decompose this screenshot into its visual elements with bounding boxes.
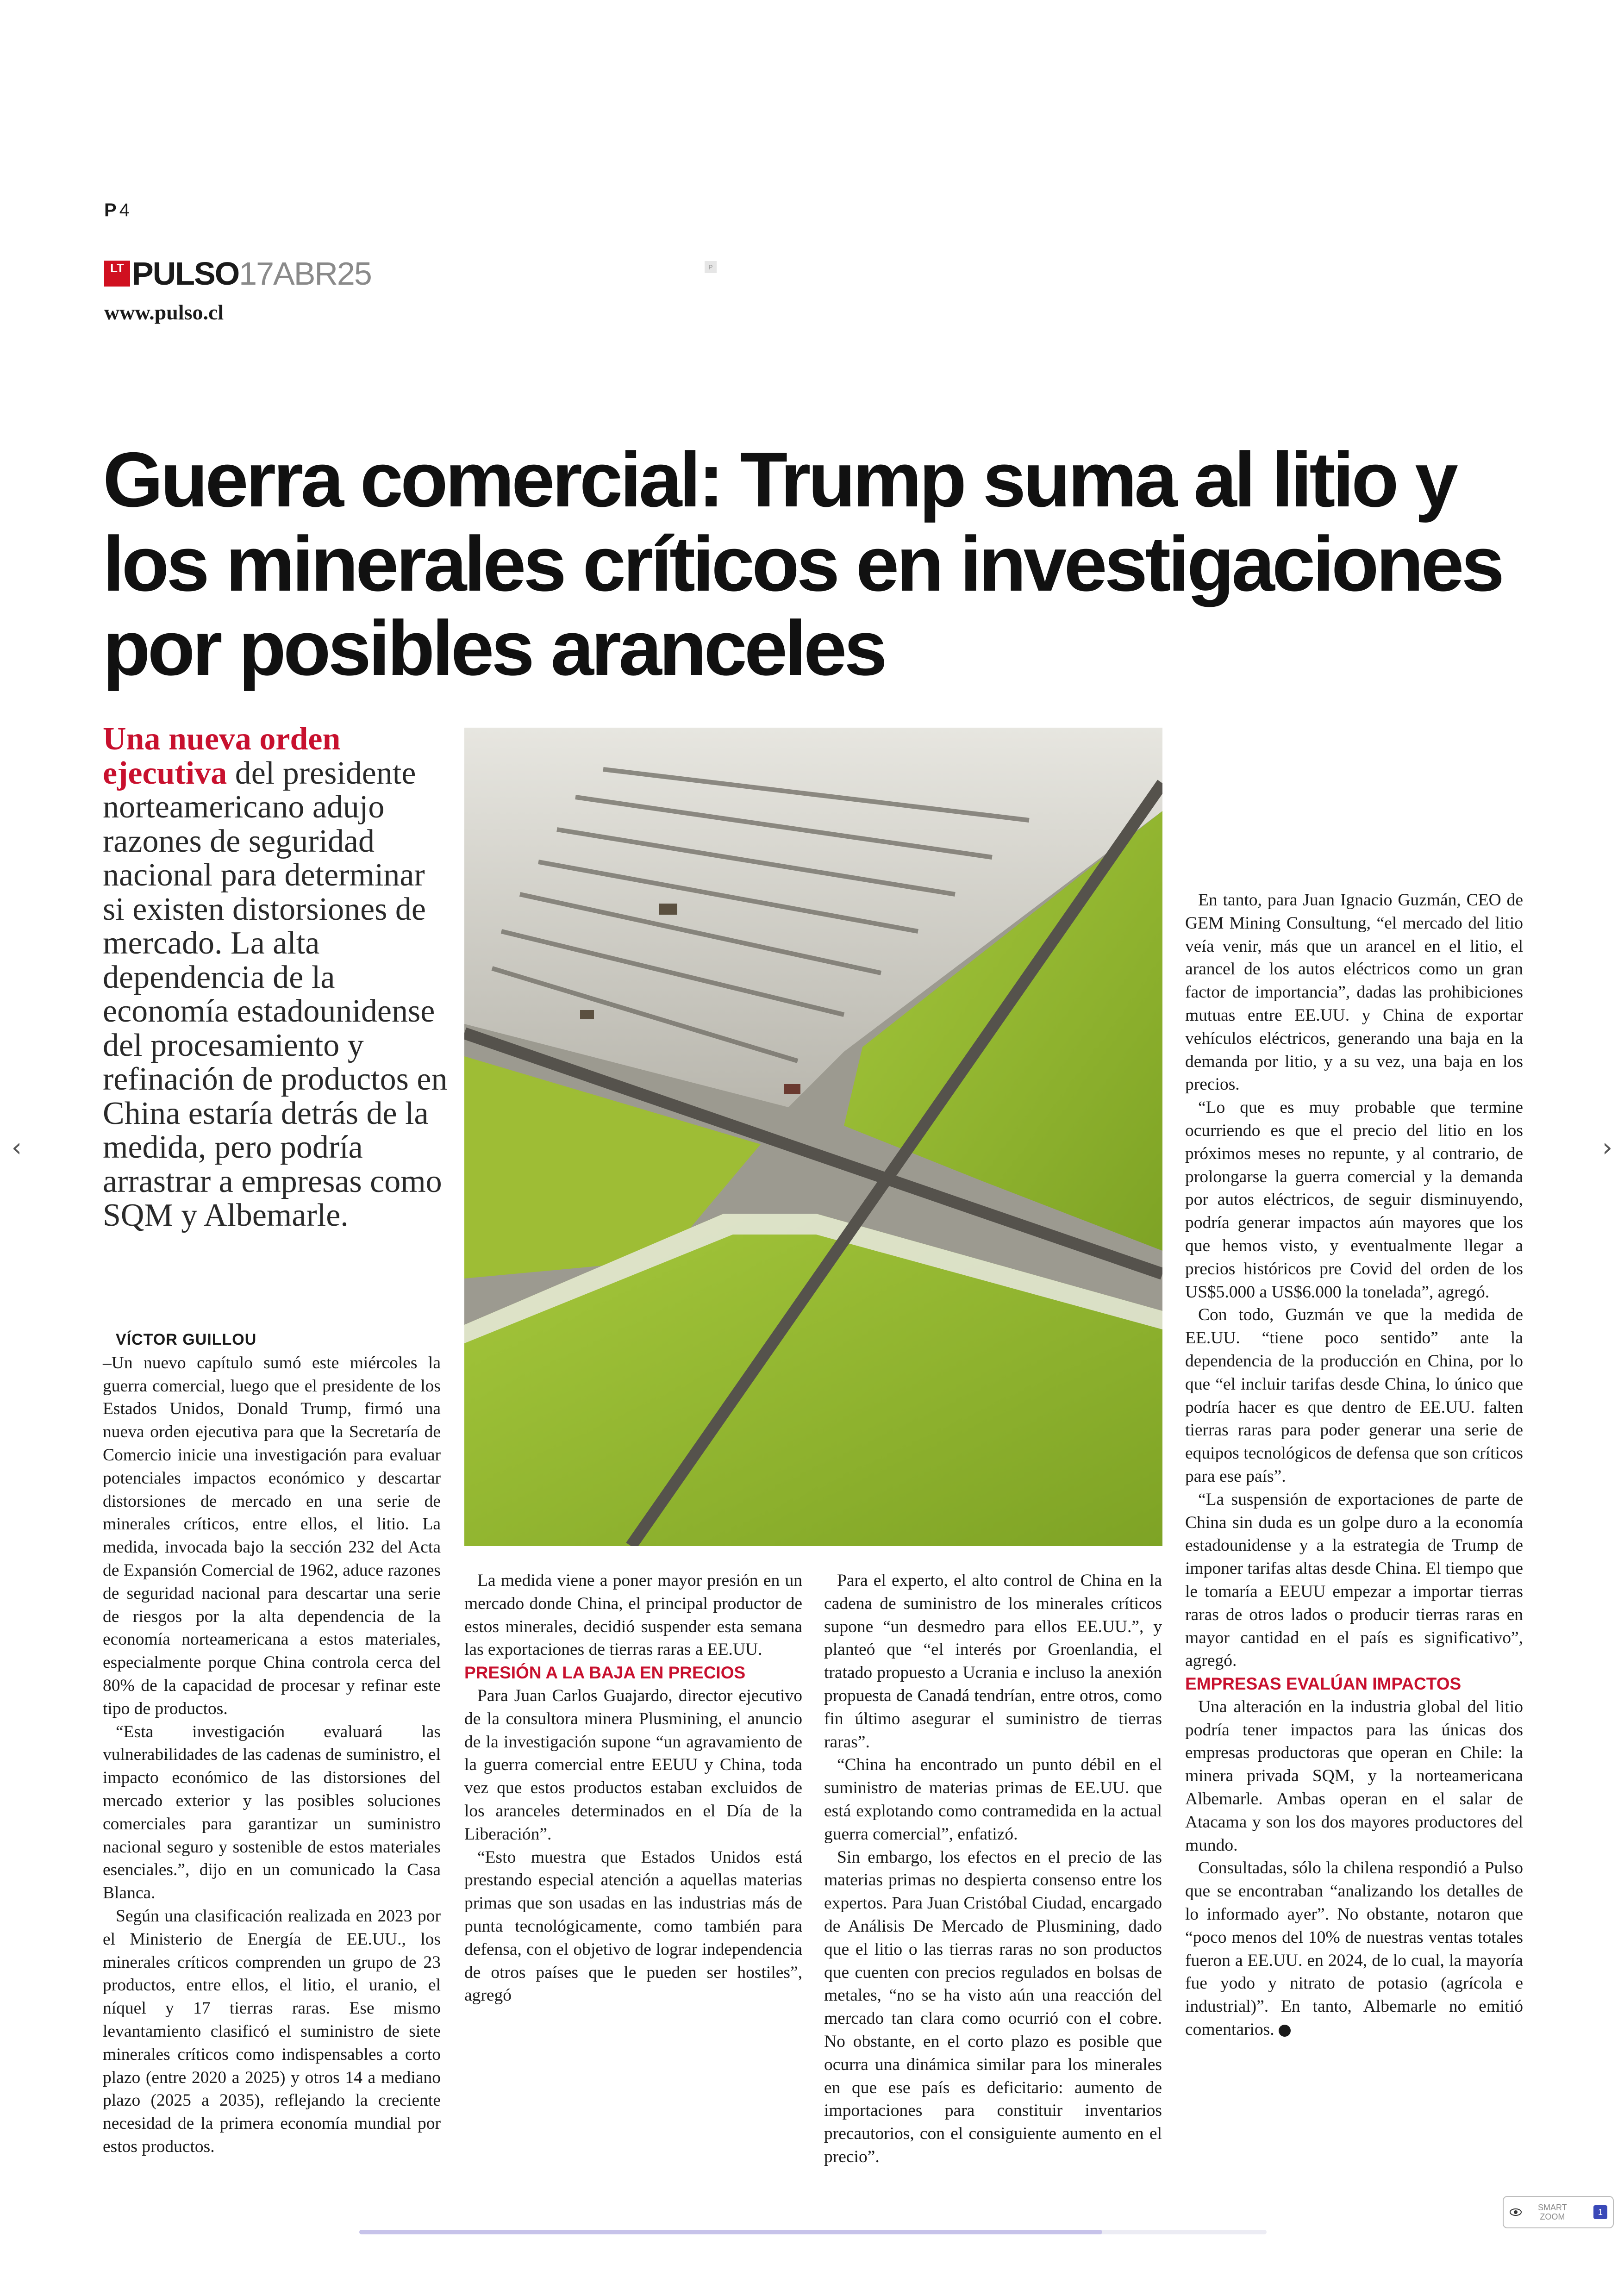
article-column-3 [1185,889,1523,2041]
next-page-icon[interactable]: › [1602,1133,1613,1163]
body-paragraph: Para Juan Carlos Guajardo, director ejecutivo de la consultora minera Plusmining, el anuncio de la investigación supone “un agravamiento de la guerra comercial entre EEUU y China, toda vez que estos productos estaban excluidos de los aranceles determinados en el Día de la Liberación”. [464,1686,802,1844]
headline: Guerra comercial: Trump suma al litio y los minerales críticos en investigaciones por posibles aranceles [103,436,1502,692]
body-paragraph: “Lo que es muy probable que termine ocurriendo es que el precio del litio en los próximos meses no repunte, y al contrario, de prolongarse la guerra comercial y la demanda por autos eléctricos, de seguir disminuyendo, podría generar impactos aún mayores que los que hemos visto, y eventualmente llegar a precios históricos pre Covid del orden de los US$5.000 a US$6.000 la tonelada”, agregó. [1185,1098,1523,1302]
prev-page-icon[interactable]: ‹ [11,1133,22,1163]
article-column-2 [464,1569,802,2007]
page-flag-icon: P [705,261,717,273]
body-paragraph: Con todo, Guzmán ve que la medida de EE.UU. “tiene poco sentido” ante la dependencia de la producción en China, por lo que “el incluir tarifas desde China, lo único que podría hacer es que dentro de EE.UU. falten tierras raras para poder generar una serie de equipos tecnológicos de defensa que son críticos para ese país”. [1185,1305,1523,1486]
article-column-2b [824,1569,1162,2169]
lead-paragraph [103,722,448,1233]
body-paragraph: Una alteración en la industria global del litio podría tener impactos para las únicas dos empresas productoras que operan en Chile: la minera privada SQM, y la norteamericana Albemarle. Ambas operan en el salar de Atacama y son los dos mayores productores del mundo. [1185,1697,1523,1855]
page-scrollbar-thumb[interactable] [359,2230,1102,2234]
end-of-article-icon [1279,2025,1291,2037]
body-paragraph: Según una clasificación realizada en 2023 por el Ministerio de Energía de EE.UU., los minerales críticos comprenden un grupo de 23 productos, entre ellos, el litio, el uranio, el níquel y 17 tierras raras. Ese mismo levantamiento clasificó el suministro de siete minerales críticos como indispensables a corto plazo (entre 2020 a 2025) y otros 14 a mediano plazo (2025 a 2035), reflejando la creciente necesidad de la primera economía mundial por estos productos. [103,1906,441,2156]
smart-zoom-label: SMART ZOOM [1538,2203,1567,2221]
masthead [104,256,371,292]
byline: VÍCTOR GUILLOU [116,1331,257,1348]
lead-highlight: Una nueva orden ejecutiva [103,721,341,791]
article-column-1 [103,1328,441,2158]
lt-logo: LT [104,261,130,287]
body-paragraph: Sin embargo, los efectos en el precio de las materias primas no despierta consenso entre los expertos. Para Juan Cristóbal Ciudad, encargado de Análisis De Mercado de Plusmining, dado que el litio o las tierras raras no son productos que cuenten con precios regulados en bolsas de metales, “no se ha visto aún una reacción del mercado tan clara como ocurrió con el cobre. No obstante, en el corto plazo es posible que ocurra una dinámica similar para los minerales en que ese país es deficitario: aumento de importaciones para constituir inventarios precautorios, con el consiguiente aumento en el precio”. [824,1847,1162,2166]
salt-ponds-photo [464,728,1162,1546]
site-url[interactable]: www.pulso.cl [104,300,224,324]
body-paragraph: En tanto, para Juan Ignacio Guzmán, CEO de GEM Mining Consultung, “el mercado del litio veía venir, más que un arancel en el litio, el arancel de los autos eléctricos como un gran factor de importancia”, dadas las prohibiciones mutuas entre EE.UU. y China de exportar vehículos eléctricos, generando una baja en la demanda por litio, y a su vez, una baja en los precios. [1185,891,1523,1094]
subhead-empresas: EMPRESAS EVALÚAN IMPACTOS [1185,1674,1462,1694]
brand-name: PULSO [132,256,239,292]
body-paragraph: La medida viene a poner mayor presión en un mercado donde China, el principal productor de estos minerales, decidió suspender esta semana las exportaciones de tierras raras a EE.UU. [464,1571,802,1659]
body-paragraph: “La suspensión de exportaciones de parte de China sin duda es un golpe duro a la economía estadounidense y a la estrategia de Trump de imponer tarifas altas desde China. El tiempo que le tomaría a EEUU empezar a importar tierras raras de otros lados o producir tierras raras en mayor cantidad en el país es significativo”, agregó. [1185,1490,1523,1671]
body-paragraph: Para el experto, el alto control de China en la cadena de suministro de los minerales críticos supone “un desmedro para ellos EE.UU.”, y planteó que “el interés por Groenlandia, el tratado propuesto a Ucrania e incluso la anexión propuesta de Canadá tendrían, entre otros, como fin último asegurar el suministro de tierras raras”. [824,1571,1162,1752]
page-count-badge: 1 [1593,2205,1607,2219]
page-number: P 4 [104,200,130,220]
eye-icon [1509,2208,1522,2216]
issue-date: 17ABR25 [239,256,371,292]
smart-zoom-button[interactable] [1503,2196,1614,2228]
subhead-precios: PRESIÓN A LA BAJA EN PRECIOS [464,1663,746,1683]
body-paragraph: “Esto muestra que Estados Unidos está prestando especial atención a aquellas materias primas que son usadas en las industrias más de punta tecnológicamente, como también para defensa, con el objetivo de lograr independencia de otros países que le pueden ser hostiles”, agregó [464,1847,802,2005]
body-paragraph: “China ha encontrado un punto débil en el suministro de materias primas de EE.UU. que está explotando como contramedida en la actual guerra comercial”, enfatizó. [824,1755,1162,1844]
body-paragraph: “Esta investigación evaluará las vulnerabilidades de las cadenas de suministro, el impacto económico de las distorsiones del mercado exterior y las posibles soluciones comerciales para garantizar un suministro nacional seguro y sostenible de estos materiales esenciales.”, dijo en un comunicado la Casa Blanca. [103,1722,441,1903]
body-paragraph: –Un nuevo capítulo sumó este miércoles la guerra comercial, luego que el presidente de los Estados Unidos, Donald Trump, firmó una nueva orden ejecutiva para que la Secretaría de Comercio inicie una investigación para evaluar potenciales impactos económico y descartar distorsiones de mercado en una serie de minerales críticos, entre ellos, el litio. La medida, invocada bajo la sección 232 del Acta de Expansión Comercial de 1962, aduce razones de seguridad nacional para descartar una serie de riesgos por la alta dependencia de la economía norteamericana a estos materiales, especialmente porque China controla cerca del 80% de la capacidad de procesar y refinar este tipo de productos. [103,1353,441,1718]
lead-text: del presidente norteamericano adujo razones de seguridad nacional para determinar si existen distorsiones de mercado. La alta dependencia de la economía estadounidense del procesamiento y refinación de productos en China estaría detrás de la medida, pero podría arrastrar a empresas como SQM y Albemarle. [103,755,448,1233]
body-paragraph: Consultadas, sólo la chilena respondió a Pulso que se encontraban “analizando los detalles de lo informado ayer”. No obstante, notaron que “poco menos del 10% de nuestras ventas totales fueron a EE.UU. en 2024, de lo cual, la mayoría fue yodo y nitrato de potasio (agrícola e industrial)”. En tanto, Albemarle no emitió comentarios. [1185,1858,1523,2039]
